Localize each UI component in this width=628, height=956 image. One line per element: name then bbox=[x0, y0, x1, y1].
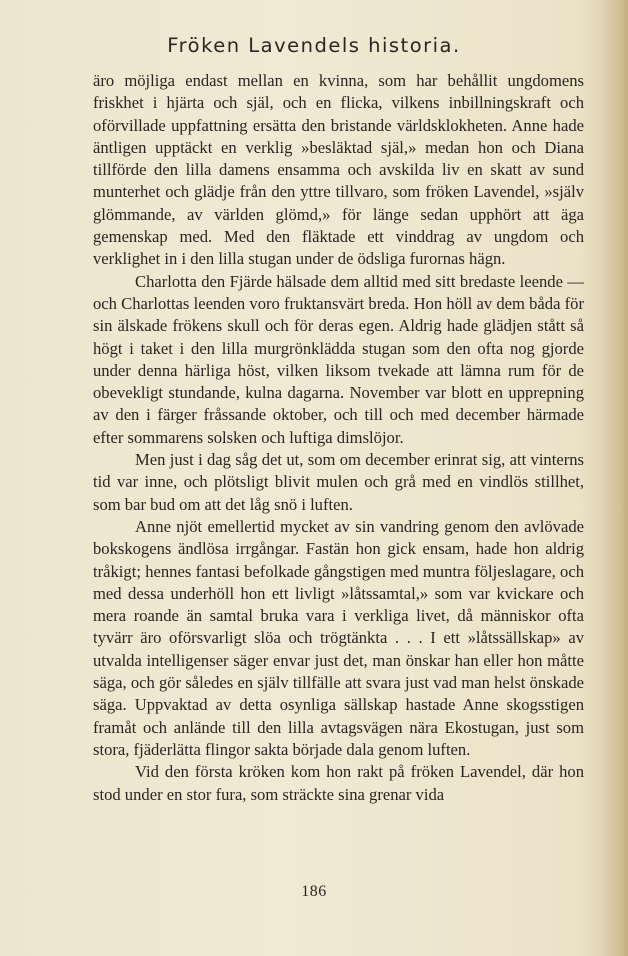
paragraph-2: Charlotta den Fjärde hälsade dem alltid med sitt bredaste leende — och Charlottas leenden voro fruktansvärt breda. Hon höll av dem båda för sin älskade frökens skull och för deras egen. Aldrig hade glädjen stått så högt i taket i den lilla murgrönklädda stugan som den ofta nog gjorde under denna härliga höst, vilken liksom tvekade att lämna rum för de obevekligt stundande, kulna dagarna. November var blott en upprepning av den i färger fråssande oktober, och till och med december härmade efter sommarens solsken och luftiga dimslöjor. bbox=[93, 271, 584, 447]
paragraph-5: Vid den första kröken kom hon rakt på fröken Lavendel, där hon stod under en stor fura, som sträckte sina grenar vida bbox=[93, 762, 584, 804]
paragraph-1: äro möjliga endast mellan en kvinna, som har behållit ungdomens friskhet i hjärta och själ, och en flicka, vilkens inbillningskraft och oförvillade uppfattning ersätta den bristande världsklokheten. Anne hade äntligen upptäckt en verklig »besläktad själ,» medan hon och Diana tillförde den lilla damens ensamma och avskilda liv en skatt av sund munterhet och glädje från den yttre tillvaro, som fröken Lavendel, »själv glömmande, av världen glömd,» för länge sedan upphört att äga gemenskap med. Med den fläktade ett vinddrag av ungdom och verklighet in i den lilla stugan under de ödsliga furornas hägn. bbox=[93, 71, 584, 269]
body-text bbox=[93, 70, 584, 806]
paragraph-3: Men just i dag såg det ut, som om december erinrat sig, att vinterns tid var inne, och plötsligt blivit mulen och grå med en vindlös stillhet, som bar bud om att det låg snö i luften. bbox=[93, 450, 584, 514]
paragraph-4: Anne njöt emellertid mycket av sin vandring genom den avlövade bokskogens ändlösa irrgångar. Fastän hon gick ensam, hade hon aldrig tråkigt; hennes fantasi befolkade gångstigen med muntra följeslagare, och med dessa underhöll hon ett livligt »låtssamtal,» som var kvickare och mera roande än samtal bruka vara i verkliga livet, då människor ofta tyvärr äro oförsvarligt slöa och trögtänkta . . . I ett »låtssällskap» av utvalda intelligenser säger envar just det, man önskar han eller hon måtte säga, och gör således en själv tillfälle att svara just vad man helst önskade säga. Uppvaktad av detta osynliga sällskap hastade Anne skogsstigen framåt och anlände till den lilla avtagsvägen nära Ekostugan, just som stora, fjäderlätta flingor sakta började dala genom luften. bbox=[93, 516, 584, 759]
running-header: Fröken Lavendels historia. bbox=[167, 34, 461, 57]
page-number: 186 bbox=[301, 883, 327, 900]
